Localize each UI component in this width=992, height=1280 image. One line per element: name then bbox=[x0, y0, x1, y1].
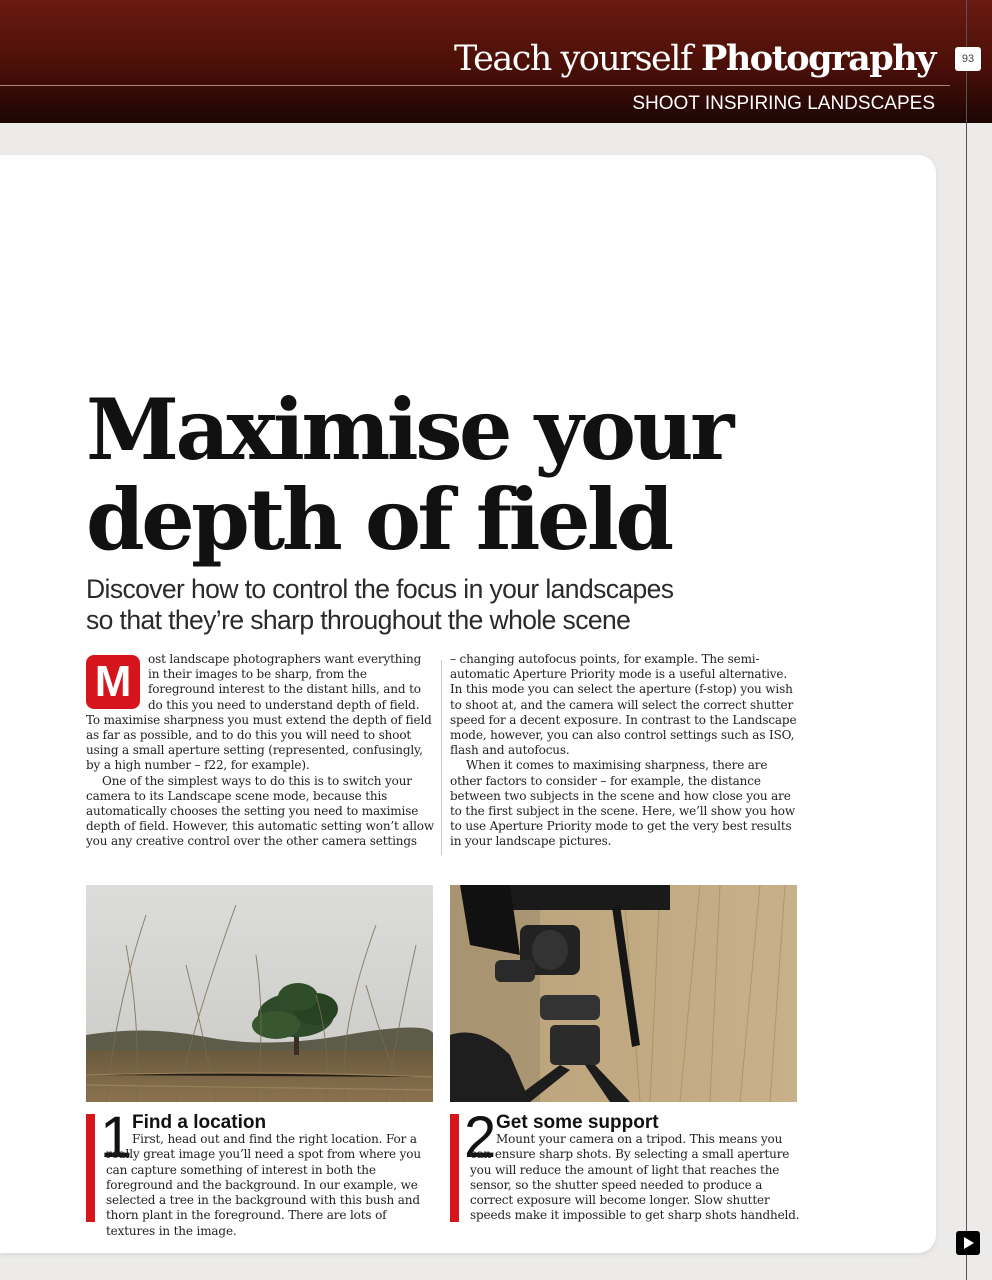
step-text-body: Mount your camera on a tripod. This means you can ensure sharp shots. By selecting a small aperture you will reduce the amount of light that reaches the sensor, so the shutter speed needed to produce a correct exposure will become longer. Slow shutter speeds make it impossible to get sharp shots handheld. bbox=[470, 1132, 800, 1223]
photo-tripod bbox=[450, 885, 797, 1102]
article-title bbox=[86, 380, 846, 569]
body-column-2 bbox=[450, 652, 800, 850]
step-number: 1 bbox=[100, 1105, 133, 1170]
step-title: Find a location bbox=[132, 1112, 267, 1133]
step-accent-bar bbox=[86, 1114, 95, 1222]
column-divider bbox=[441, 660, 442, 855]
section-label: SHOOT INSPIRING LANDSCAPES bbox=[632, 93, 935, 114]
step-number: 2 bbox=[464, 1105, 497, 1170]
title-line-2: depth of field bbox=[86, 470, 671, 569]
col2-paragraph-2: When it comes to maximising sharpness, there are other factors to consider – for example, the distance between two subjects in the scene and how close you are to the first subject in the scene. Here, we’ll show you how to use Aperture Priority mode to get the very best results in your landscape pictures. bbox=[450, 758, 796, 849]
header-divider bbox=[0, 85, 950, 86]
body-column-1 bbox=[86, 652, 436, 850]
step-text-body: First, head out and find the right location. For a really great image you’ll need a spot from where you can capture something of interest in both the foreground and the background. In our example, we selected a tree in the background with this bush and thorn plant in the foreground. There are lots of textures in the image. bbox=[106, 1132, 421, 1238]
col1-paragraph-1: ost landscape photographers want everything in their images to be sharp, from the foreground interest to the distant hills, and to do this you need to understand depth of field. To maximise sharpness you must extend the depth of field as far as possible, and to do this you will need to shoot using a small aperture setting (represented, confusingly, by a high number – f22, for example). bbox=[86, 652, 432, 773]
play-arrow-icon[interactable] bbox=[956, 1231, 980, 1255]
subtitle-line-2: so that they’re sharp throughout the whole scene bbox=[86, 605, 631, 635]
masthead bbox=[454, 38, 935, 79]
col2-paragraph-1: – changing autofocus points, for example. The semi-automatic Aperture Priority mode is a useful alternative. In this mode you can select the aperture (f-stop) you wish to shoot at, and the camera will select the correct shutter speed for a decent exposure. In contrast to the Landscape mode, however, you can also control settings such as ISO, flash and autofocus. bbox=[450, 652, 797, 758]
step-text bbox=[106, 1132, 436, 1239]
col1-paragraph-2: One of the simplest ways to do this is to switch your camera to its Landscape scene mode, because this automatically chooses the setting you need to maximise depth of field. However, this automatic setting won’t allow you any creative control over the other camera settings bbox=[86, 773, 434, 849]
step-text bbox=[470, 1132, 800, 1224]
title-line-1: Maximise your bbox=[86, 380, 731, 479]
masthead-bold: Photography bbox=[701, 38, 935, 79]
drop-cap: M bbox=[86, 655, 140, 709]
step-title: Get some support bbox=[496, 1112, 659, 1133]
page-edge-line bbox=[966, 0, 967, 1280]
masthead-light: Teach yourself bbox=[453, 39, 702, 79]
subtitle-line-1: Discover how to control the focus in your landscapes bbox=[86, 574, 674, 604]
article-subtitle bbox=[86, 574, 806, 636]
photo-location bbox=[86, 885, 433, 1102]
page-number: 93 bbox=[955, 47, 981, 71]
step-accent-bar bbox=[450, 1114, 459, 1222]
